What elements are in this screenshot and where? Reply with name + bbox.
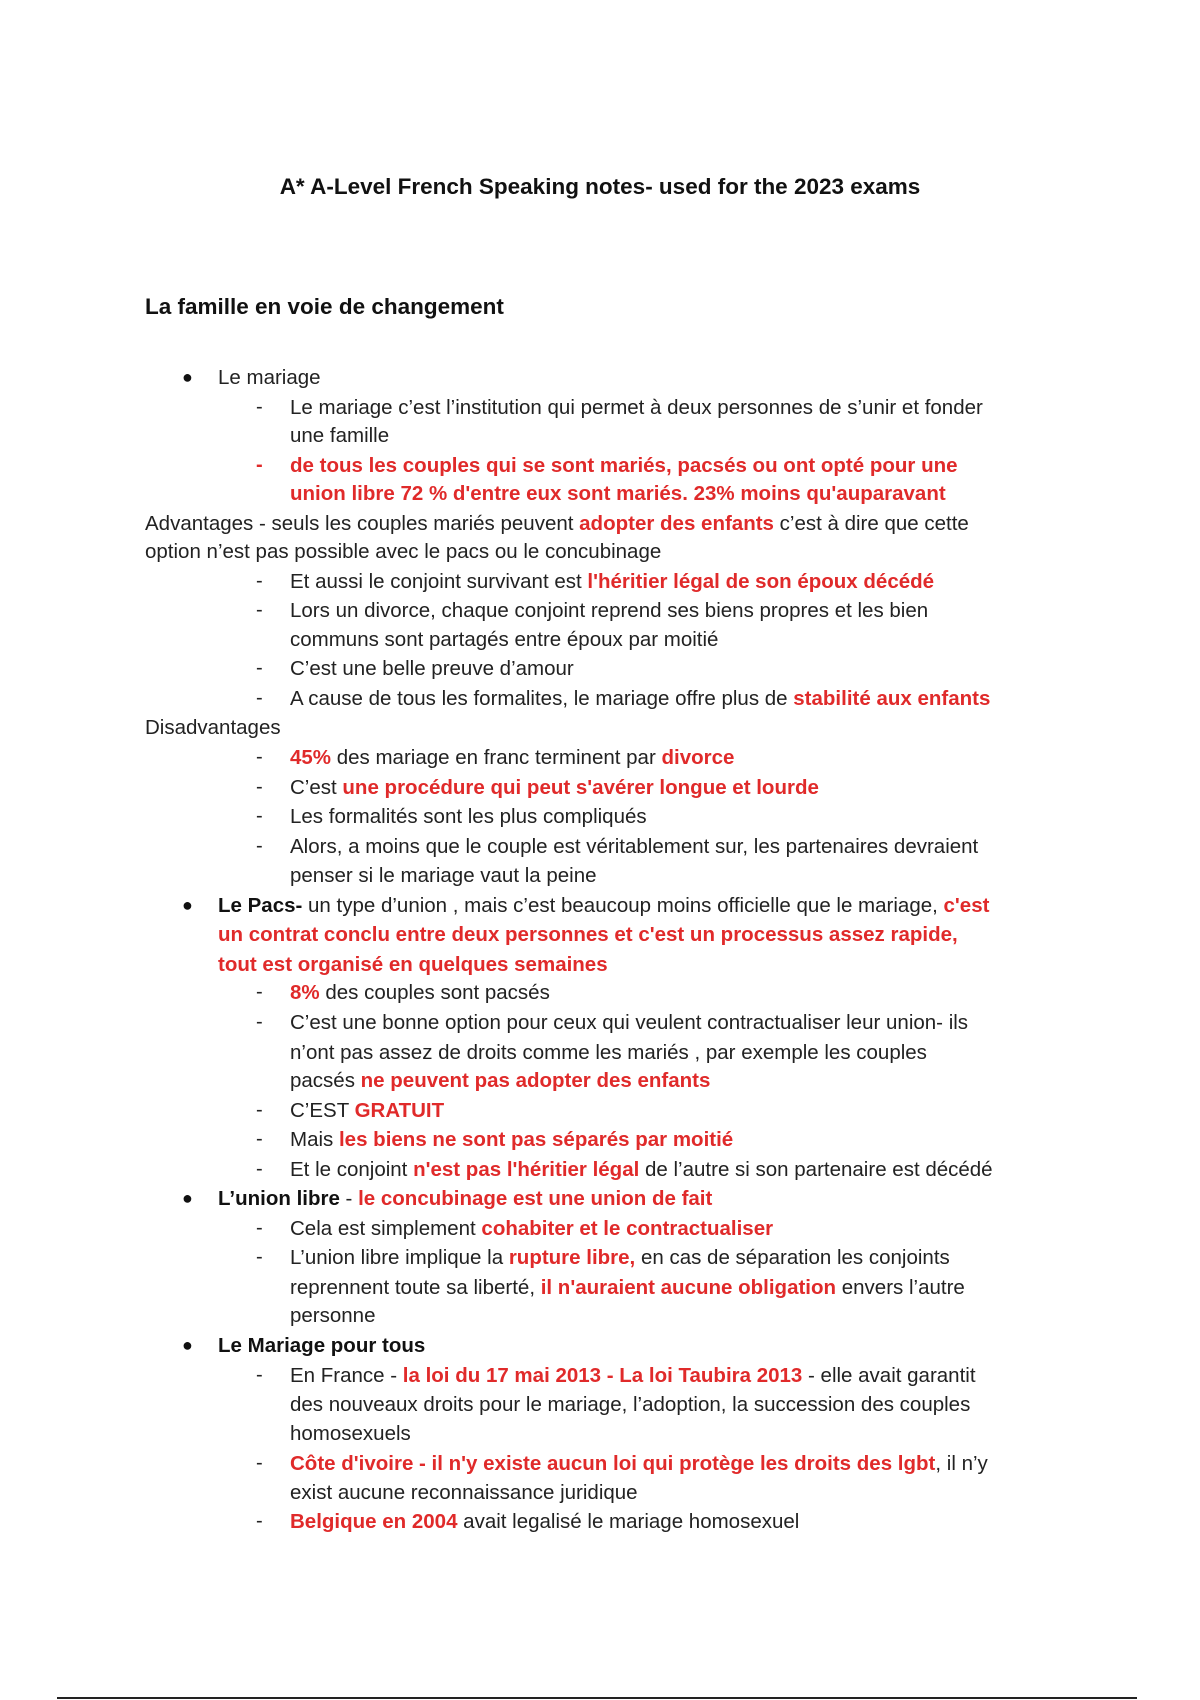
item-text-highlight: divorce xyxy=(661,746,735,769)
bullet-label: Le Mariage pour tous xyxy=(218,1334,426,1357)
item-text-highlight: il n'auraient aucune obligation xyxy=(540,1276,837,1299)
item-text: Alors, a moins que le couple est véritablement sur, les partenaires devraient xyxy=(290,835,979,858)
item-text-highlight: le concubinage est une union de fait xyxy=(358,1187,713,1210)
item-text: Et aussi le conjoint survivant est xyxy=(290,570,588,593)
bullet-dot: ● xyxy=(182,895,193,915)
item-text: C’est xyxy=(290,776,343,799)
dash-marker: - xyxy=(256,1364,263,1386)
item-text: , il n’y xyxy=(935,1452,988,1475)
item-text-highlight: de tous les couples qui se sont mariés, pacsés ou ont opté pour une xyxy=(290,454,958,477)
item-text-highlight: un contrat conclu entre deux personnes et c'est un processus assez rapide, xyxy=(218,923,958,946)
item-text: C’est une bonne option pour ceux qui veulent contractualiser leur union- ils xyxy=(290,1011,969,1034)
list-item-cont xyxy=(290,1038,927,1067)
item-text-highlight: Côte d'ivoire - il n'y existe aucun loi qui protège les droits des lgbt xyxy=(290,1452,936,1475)
list-item xyxy=(290,1096,444,1125)
dash-marker: - xyxy=(256,1011,263,1033)
item-text-highlight: 8% xyxy=(290,981,320,1004)
item-text-highlight: n'est pas l'héritier légal xyxy=(413,1158,640,1181)
item-text: Disadvantages xyxy=(145,716,281,739)
item-text: en cas de séparation les conjoints xyxy=(635,1246,950,1269)
item-text: Advantages - seuls les couples mariés peuvent xyxy=(145,512,580,535)
dash-marker: - xyxy=(256,981,263,1003)
list-item xyxy=(290,1008,968,1037)
item-text: personne xyxy=(290,1304,376,1327)
advantages-line xyxy=(145,509,969,538)
item-text: pacsés xyxy=(290,1069,361,1092)
list-item-cont xyxy=(290,1273,965,1302)
item-text: homosexuels xyxy=(290,1422,411,1445)
item-text-highlight: 45% xyxy=(290,746,332,769)
item-text: penser si le mariage vaut la peine xyxy=(290,864,597,887)
list-item xyxy=(290,1449,988,1478)
item-text: Cela est simplement xyxy=(290,1217,482,1240)
bullet-dot: ● xyxy=(182,367,193,387)
item-text-highlight: Belgique en 2004 xyxy=(290,1510,458,1533)
bullet-label: Le Pacs- xyxy=(218,894,303,917)
advantages-line-cont xyxy=(145,537,661,566)
list-item-cont xyxy=(290,479,946,508)
dash-marker: - xyxy=(256,1217,263,1239)
item-text: - xyxy=(339,1187,359,1210)
item-text: option n’est pas possible avec le pacs ou le concubinage xyxy=(145,540,662,563)
list-item-cont xyxy=(290,625,718,654)
dash-marker: - xyxy=(256,1099,263,1121)
item-text-highlight: stabilité aux enfants xyxy=(793,687,991,710)
item-text: Et le conjoint xyxy=(290,1158,414,1181)
item-text: L’union libre implique la xyxy=(290,1246,509,1269)
dash-marker: - xyxy=(256,776,263,798)
item-text-highlight: une procédure qui peut s'avérer longue et lourde xyxy=(342,776,819,799)
list-item xyxy=(290,1125,733,1154)
section-heading: La famille en voie de changement xyxy=(145,294,504,319)
item-text-highlight: adopter des enfants xyxy=(579,512,774,535)
dash-marker: - xyxy=(256,687,263,709)
dash-marker: - xyxy=(256,805,263,827)
item-text-highlight: tout est organisé en quelques semaines xyxy=(218,953,608,976)
item-text-highlight: c'est xyxy=(943,894,990,917)
list-item xyxy=(290,451,958,480)
list-item xyxy=(290,684,990,713)
item-text: un type d’union , mais c’est beaucoup moins officielle que le mariage, xyxy=(302,894,944,917)
item-text: des mariage en franc terminent par xyxy=(331,746,662,769)
list-item xyxy=(290,773,819,802)
item-text-highlight: cohabiter et le contractualiser xyxy=(481,1217,774,1240)
item-text-highlight: GRATUIT xyxy=(354,1099,445,1122)
item-text-highlight: union libre 72 % d'entre eux sont mariés. 23% moins qu'auparavant xyxy=(290,482,946,505)
bullet-union-libre xyxy=(218,1184,712,1213)
list-item xyxy=(290,743,734,772)
list-item xyxy=(290,1243,950,1272)
dash-marker: - xyxy=(256,570,263,592)
list-item xyxy=(290,1507,799,1536)
item-text: Lors un divorce, chaque conjoint reprend ses biens propres et les bien xyxy=(290,599,929,622)
list-item xyxy=(290,978,550,1007)
dash-marker: - xyxy=(256,1510,263,1532)
bullet-dot: ● xyxy=(182,1335,193,1355)
item-text: communs sont partagés entre époux par moitié xyxy=(290,628,719,651)
list-item xyxy=(290,1214,773,1243)
footer-divider xyxy=(57,1697,1137,1699)
dash-marker: - xyxy=(256,396,263,418)
list-item xyxy=(290,1361,976,1390)
item-text: - elle avait garantit xyxy=(802,1364,976,1387)
bullet-dot: ● xyxy=(182,1188,193,1208)
item-text: A cause de tous les formalites, le mariage offre plus de xyxy=(290,687,794,710)
list-item-cont xyxy=(290,1478,638,1507)
list-item-cont xyxy=(290,1390,970,1419)
item-text: de l’autre si son partenaire est décédé xyxy=(639,1158,993,1181)
item-text: envers l’autre xyxy=(836,1276,965,1299)
document-title: A* A-Level French Speaking notes- used for the 2023 exams xyxy=(279,174,921,199)
item-text: C’est une belle preuve d’amour xyxy=(290,657,574,680)
list-item xyxy=(290,802,647,831)
bullet-pacs-cont xyxy=(218,920,958,949)
list-item xyxy=(290,832,978,861)
list-item xyxy=(290,393,983,422)
item-text: n’ont pas assez de droits comme les mariés , par exemple les couples xyxy=(290,1041,927,1064)
bullet-pacs-cont xyxy=(218,950,608,979)
item-text-highlight: rupture libre, xyxy=(508,1246,636,1269)
dash-marker: - xyxy=(256,599,263,621)
item-text: Mais xyxy=(290,1128,339,1151)
item-text: Les formalités sont les plus compliqués xyxy=(290,805,647,828)
dash-marker: - xyxy=(256,657,263,679)
bullet-pacs xyxy=(218,891,989,920)
item-text: C’EST xyxy=(290,1099,355,1122)
dash-marker: - xyxy=(256,746,263,768)
list-item xyxy=(290,1155,993,1184)
bullet-label: Le mariage xyxy=(218,366,321,389)
item-text: reprennent toute sa liberté, xyxy=(290,1276,541,1299)
list-item xyxy=(290,596,928,625)
item-text-highlight: les biens ne sont pas séparés par moitié xyxy=(338,1128,734,1151)
list-item-cont xyxy=(290,1301,375,1330)
item-text-highlight: la loi du 17 mai 2013 - La loi Taubira 2013 xyxy=(402,1364,803,1387)
dash-marker: - xyxy=(256,1158,263,1180)
item-text-highlight: l'héritier légal de son époux décédé xyxy=(587,570,935,593)
dash-marker: - xyxy=(256,454,263,476)
item-text: une famille xyxy=(290,424,390,447)
list-item-cont xyxy=(290,421,389,450)
dash-marker: - xyxy=(256,1452,263,1474)
bullet-mariage-pour-tous xyxy=(218,1331,425,1360)
item-text: Le mariage c’est l’institution qui permet à deux personnes de s’unir et fonder xyxy=(290,396,983,419)
disadvantages-label xyxy=(145,713,281,742)
dash-marker: - xyxy=(256,835,263,857)
list-item xyxy=(290,567,934,596)
dash-marker: - xyxy=(256,1246,263,1268)
list-item-cont xyxy=(290,1066,710,1095)
item-text: En France - xyxy=(290,1364,403,1387)
bullet-label: L’union libre xyxy=(218,1187,340,1210)
item-text: avait legalisé le mariage homosexuel xyxy=(457,1510,800,1533)
list-item-cont xyxy=(290,1419,411,1448)
bullet-mariage xyxy=(218,363,321,392)
list-item-cont xyxy=(290,861,597,890)
item-text: c’est à dire que cette xyxy=(773,512,969,535)
list-item xyxy=(290,654,574,683)
item-text: des couples sont pacsés xyxy=(319,981,550,1004)
dash-marker: - xyxy=(256,1128,263,1150)
item-text: exist aucune reconnaissance juridique xyxy=(290,1481,638,1504)
item-text: des nouveaux droits pour le mariage, l’adoption, la succession des couples xyxy=(290,1393,971,1416)
item-text-highlight: ne peuvent pas adopter des enfants xyxy=(360,1069,711,1092)
